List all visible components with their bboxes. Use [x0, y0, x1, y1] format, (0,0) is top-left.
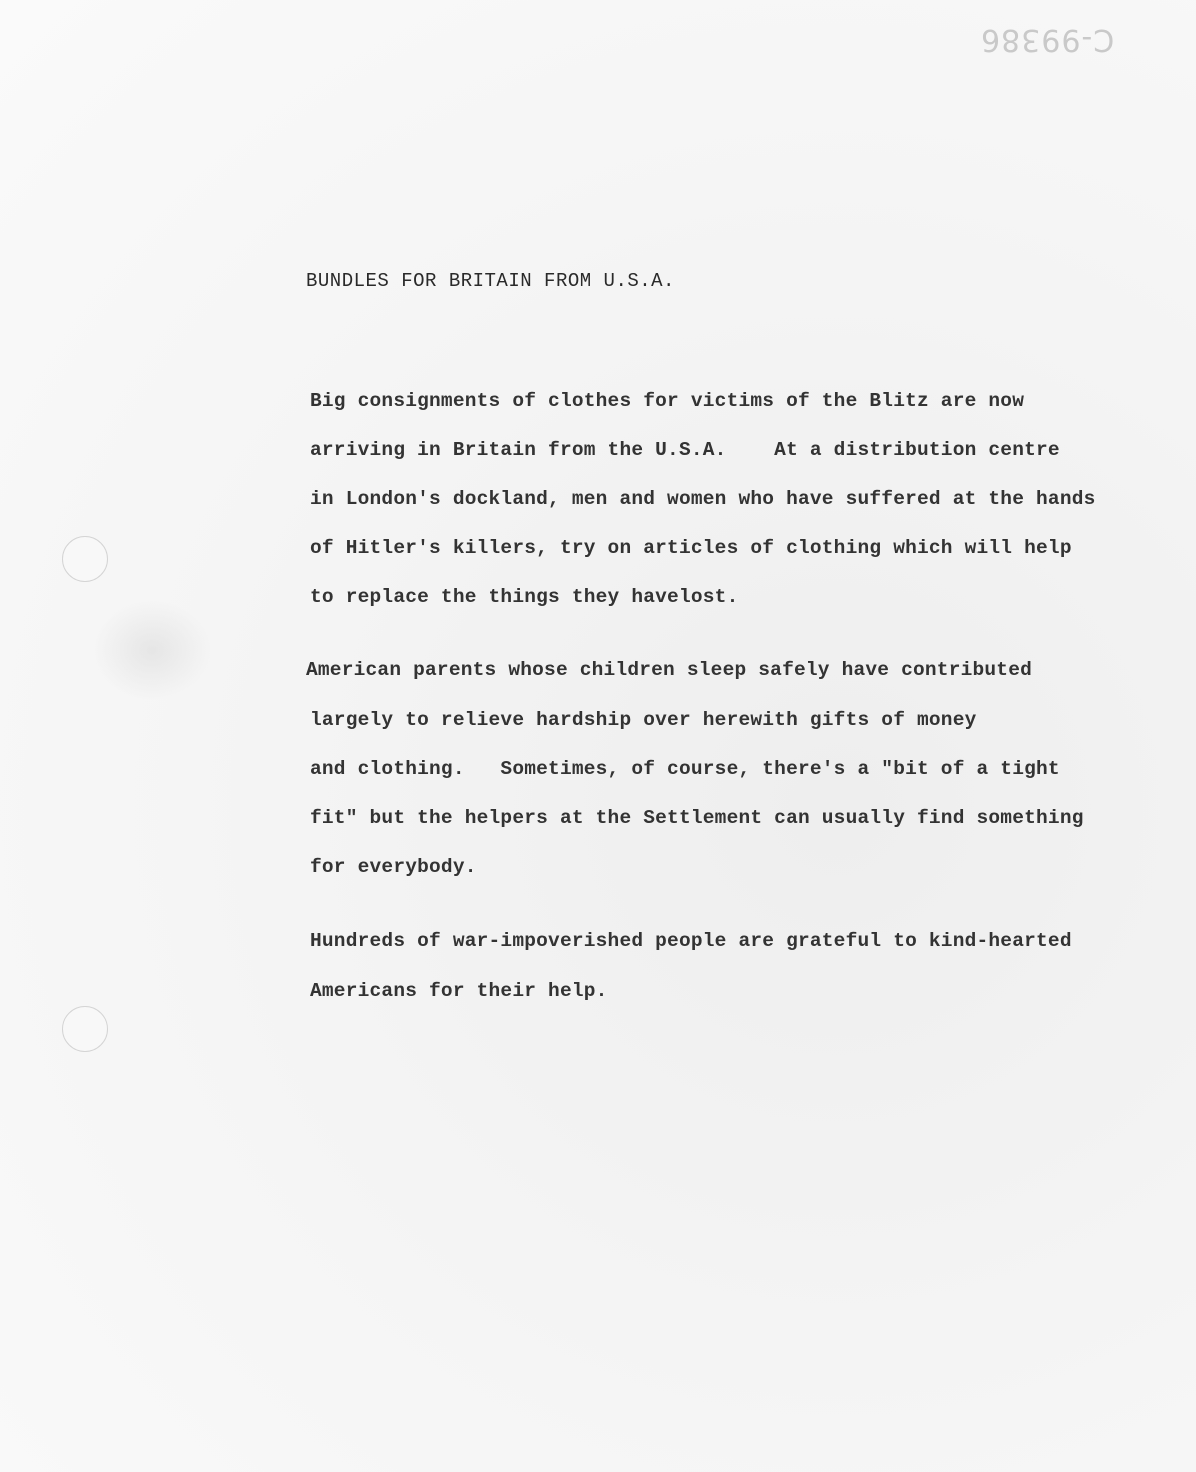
paragraph-2-line-5: for everybody.: [310, 856, 477, 878]
paper-smudge: [92, 600, 212, 700]
reference-number: C-99386: [980, 22, 1115, 57]
paragraph-3-line-1: Hundreds of war-impoverished people are grateful to kind-hearted: [310, 930, 1072, 952]
paragraph-2-line-2: largely to relieve hardship over herewith gifts of money: [310, 709, 977, 731]
paragraph-1-line-3: in London's dockland, men and women who have suffered at the hands: [310, 488, 1096, 510]
document-title: BUNDLES FOR BRITAIN FROM U.S.A.: [306, 270, 675, 292]
punch-hole-top: [62, 536, 108, 582]
paragraph-2-line-3: and clothing. Sometimes, of course, there's a "bit of a tight: [310, 758, 1060, 780]
paragraph-1-line-4: of Hitler's killers, try on articles of clothing which will help: [310, 537, 1072, 559]
paragraph-2-line-4: fit" but the helpers at the Settlement can usually find something: [310, 807, 1084, 829]
paragraph-1-line-5: to replace the things they havelost.: [310, 586, 739, 608]
punch-hole-bottom: [62, 1006, 108, 1052]
paragraph-2-line-1: American parents whose children sleep safely have contributed: [306, 659, 1033, 681]
paragraph-3-line-2: Americans for their help.: [310, 980, 608, 1002]
paragraph-1-line-2: arriving in Britain from the U.S.A. At a distribution centre: [310, 439, 1060, 461]
paragraph-1-line-1: Big consignments of clothes for victims of the Blitz are now: [310, 390, 1025, 412]
